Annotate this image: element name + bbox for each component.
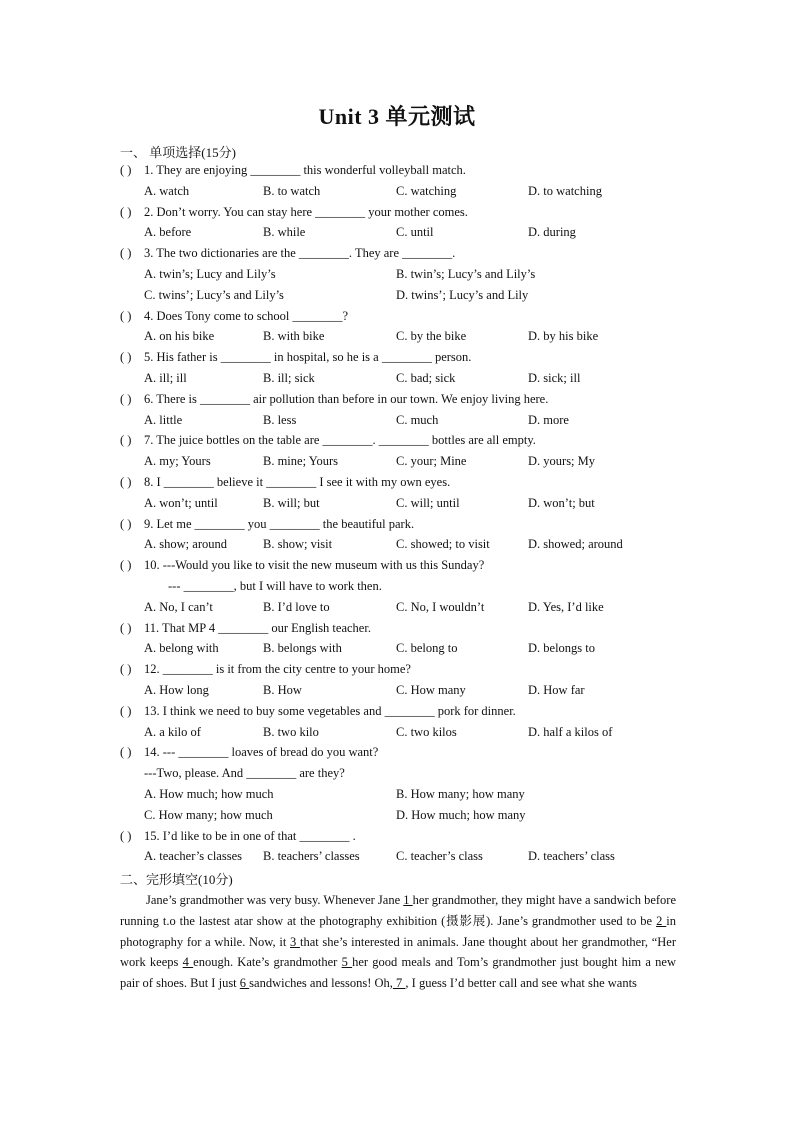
question-13 <box>120 704 516 719</box>
question-stem: 7. The juice bottles on the table are ________. ________ bottles are all empty. <box>144 433 536 448</box>
cloze-blank-4: 4 <box>182 955 194 970</box>
option-a: A. on his bike <box>144 329 215 344</box>
option-b: B. How many; how many <box>396 787 525 801</box>
option-c: C. showed; to visit <box>396 537 490 552</box>
option-d: D. half a kilos of <box>528 724 613 739</box>
answer-paren[interactable]: ( ) <box>120 308 132 323</box>
option-b: B. while <box>263 225 306 240</box>
question-12 <box>120 662 411 677</box>
answer-paren[interactable]: ( ) <box>120 475 132 489</box>
question-stem: 15. I’d like to be in one of that ________ . <box>144 828 356 843</box>
option-b: B. to watch <box>263 183 321 198</box>
option-a: A. belong with <box>144 641 219 656</box>
question-stem: 13. I think we need to buy some vegetables and ________ pork for dinner. <box>144 703 516 718</box>
option-a: A. watch <box>144 183 190 198</box>
cloze-blank-5: 5 <box>341 955 353 970</box>
answer-paren[interactable]: ( ) <box>120 828 132 843</box>
option-c: C. two kilos <box>396 724 457 739</box>
passage-text: enough. Kate’s grandmother <box>193 955 342 970</box>
answer-paren[interactable]: ( ) <box>120 516 132 531</box>
option-a: A. little <box>144 412 183 427</box>
option-b: B. I’d love to <box>263 599 330 614</box>
option-b: B. teachers’ classes <box>263 849 360 864</box>
option-b: B. less <box>263 412 297 427</box>
question-stem: 2. Don’t worry. You can stay here ________ your mother comes. <box>144 204 468 219</box>
answer-paren[interactable]: ( ) <box>120 745 132 760</box>
option-d: D. sick; ill <box>528 371 581 385</box>
option-a: A. No, I can’t <box>144 599 213 614</box>
section-heading-cloze: 二、完形填空(10分) <box>120 872 233 887</box>
answer-paren[interactable]: ( ) <box>120 246 132 261</box>
question-8 <box>120 475 450 490</box>
page-title: Unit 3 单元测试 <box>318 104 476 129</box>
option-c: C. No, I wouldn’t <box>396 599 485 614</box>
option-a: A. How much; how much <box>144 787 274 801</box>
answer-paren[interactable]: ( ) <box>120 703 132 718</box>
option-a: A. my; Yours <box>144 454 211 469</box>
question-1 <box>120 163 466 178</box>
option-a: A. show; around <box>144 537 227 552</box>
option-d: D. more <box>528 412 569 427</box>
question-6 <box>120 392 548 407</box>
question-5 <box>120 350 471 365</box>
question-7 <box>120 433 536 448</box>
option-c: C. How many <box>396 683 466 697</box>
option-c: C. teacher’s class <box>396 849 483 864</box>
option-b: B. will; but <box>263 495 320 510</box>
cloze-blank-2: 2 <box>656 913 667 928</box>
option-c: C. by the bike <box>396 329 467 344</box>
question-10 <box>120 558 484 573</box>
option-d: D. How far <box>528 683 585 697</box>
option-a: A. before <box>144 225 192 240</box>
cloze-blank-7: 7 <box>392 976 406 991</box>
passage-text: sandwiches and lessons! Oh, <box>249 976 393 991</box>
option-b: B. belongs with <box>263 641 342 656</box>
question-stem: 14. --- ________ loaves of bread do you want? <box>144 745 379 760</box>
option-d: D. twins’; Lucy’s and Lily <box>396 287 529 302</box>
answer-paren[interactable]: ( ) <box>120 204 132 219</box>
option-c: C. watching <box>396 183 457 198</box>
answer-paren[interactable]: ( ) <box>120 433 132 448</box>
question-15 <box>120 829 356 844</box>
option-c: C. How many; how much <box>144 807 273 822</box>
option-b: B. twin’s; Lucy’s and Lily’s <box>396 267 536 281</box>
answer-paren[interactable]: ( ) <box>120 662 132 677</box>
option-b: B. with bike <box>263 329 325 344</box>
option-a: A. How long <box>144 683 209 697</box>
question-stem: 12. ________ is it from the city centre to your home? <box>144 662 411 677</box>
option-c: C. will; until <box>396 495 460 510</box>
question-stem: 6. There is ________ air pollution than before in our town. We enjoy living here. <box>144 391 549 406</box>
question-stem: 11. That MP 4 ________ our English teacher. <box>144 620 371 635</box>
question-stem: 1. They are enjoying ________ this wonderful volleyball match. <box>144 163 466 177</box>
question-stem: 4. Does Tony come to school ________? <box>144 308 349 323</box>
question-14 <box>120 745 378 760</box>
question-2 <box>120 205 468 220</box>
option-d: D. How much; how many <box>396 807 526 822</box>
option-d: D. Yes, I’d like <box>528 599 604 614</box>
option-c: C. much <box>396 412 439 427</box>
option-d: D. yours; My <box>528 454 596 469</box>
option-b: B. mine; Yours <box>263 454 339 469</box>
question-subline: ---Two, please. And ________ are they? <box>144 766 345 781</box>
option-d: D. during <box>528 225 576 240</box>
option-a: A. a kilo of <box>144 724 201 739</box>
option-d: D. showed; around <box>528 537 623 552</box>
question-3 <box>120 246 455 261</box>
answer-paren[interactable]: ( ) <box>120 350 132 365</box>
option-b: B. show; visit <box>263 537 333 552</box>
option-c: C. until <box>396 225 434 240</box>
question-stem: 10. ---Would you like to visit the new museum with us this Sunday? <box>144 558 485 573</box>
cloze-blank-3: 3 <box>290 934 300 949</box>
passage-text: that she’s interested in animals. Jane thought about her grandmother, “Her work keeps <box>120 934 676 970</box>
option-a: A. ill; ill <box>144 371 187 385</box>
option-d: D. teachers’ class <box>528 849 615 864</box>
passage-text: in photography for a while. Now, it <box>120 913 677 949</box>
option-d: D. to watching <box>528 183 602 198</box>
question-stem: 9. Let me ________ you ________ the beautiful park. <box>144 516 415 531</box>
passage-text: her grandmother, they might have a sandwich before running t.o the lastest atar show at the photography exhibition (摄影展). Jane’s grandmother used to be <box>120 893 677 928</box>
option-c: C. belong to <box>396 641 458 656</box>
option-d: D. belongs to <box>528 641 596 656</box>
answer-paren[interactable]: ( ) <box>120 163 132 177</box>
option-c: C. bad; sick <box>396 371 456 385</box>
option-b: B. ill; sick <box>263 371 315 385</box>
section-heading-choice: 一、 单项选择(15分) <box>120 145 236 160</box>
option-c: C. your; Mine <box>396 454 467 469</box>
option-b: B. How <box>263 683 302 697</box>
passage-text: her good meals and Tom’s grandmother just bought him a new pair of shoes. But I just <box>120 955 677 991</box>
question-11 <box>120 621 371 636</box>
option-d: D. won’t; but <box>528 495 595 510</box>
option-b: B. two kilo <box>263 724 319 739</box>
question-stem: 8. I ________ believe it ________ I see it with my own eyes. <box>144 475 451 489</box>
option-a: A. twin’s; Lucy and Lily’s <box>144 267 276 281</box>
passage-text: Jane’s grandmother was very busy. Whenever Jane <box>146 893 404 907</box>
answer-paren[interactable]: ( ) <box>120 391 132 406</box>
answer-paren[interactable]: ( ) <box>120 620 132 635</box>
passage-text: , I guess I’d better call and see what she wants <box>405 976 637 991</box>
option-a: A. teacher’s classes <box>144 849 242 864</box>
cloze-blank-1: 1 <box>403 893 413 907</box>
option-c: C. twins’; Lucy’s and Lily’s <box>144 287 284 302</box>
question-stem: 3. The two dictionaries are the ________. They are ________. <box>144 246 456 261</box>
question-4 <box>120 309 348 324</box>
answer-paren[interactable]: ( ) <box>120 558 132 573</box>
cloze-passage <box>120 890 676 994</box>
option-a: A. won’t; until <box>144 495 218 510</box>
cloze-blank-6: 6 <box>239 976 250 991</box>
question-subline: --- ________, but I will have to work then. <box>168 579 382 593</box>
option-d: D. by his bike <box>528 329 599 344</box>
question-stem: 5. His father is ________ in hospital, so he is a ________ person. <box>144 350 472 365</box>
question-9 <box>120 517 414 532</box>
